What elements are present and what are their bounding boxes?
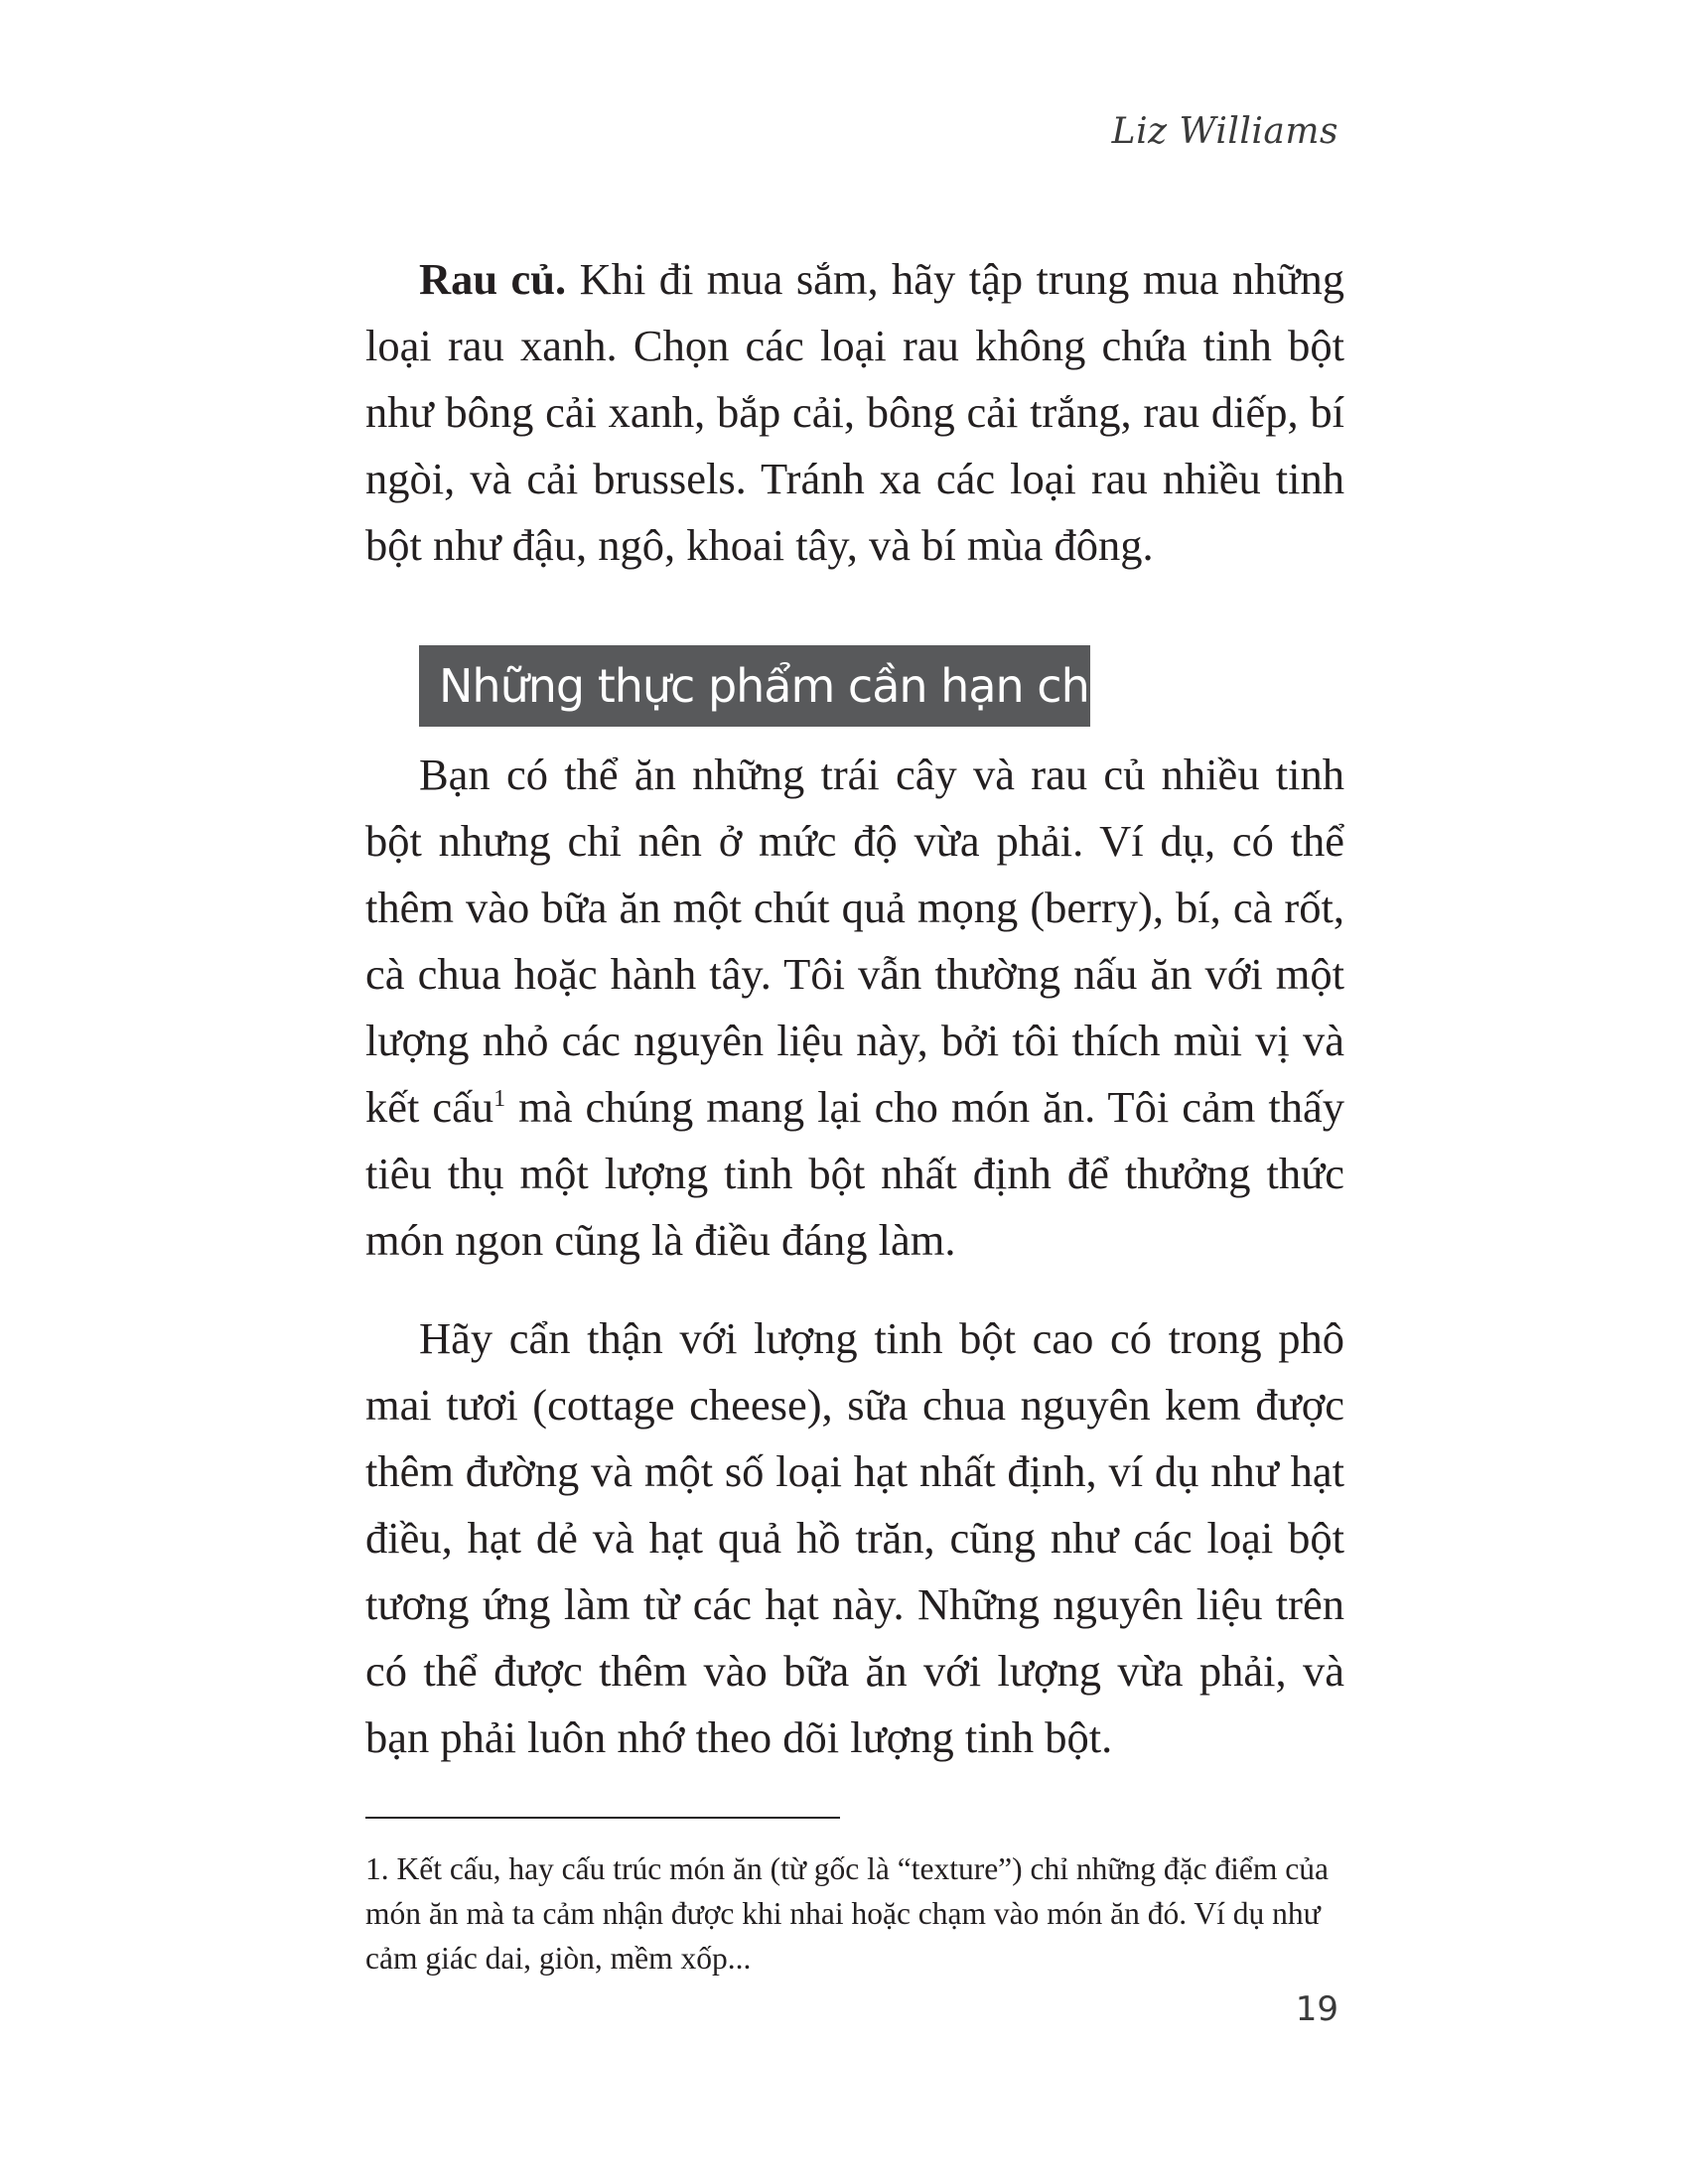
page-number: 19: [1295, 1989, 1338, 2029]
paragraph-body-text: mà chúng mang lại cho món ăn. Tôi cảm thấy tiêu thụ một lượng tinh bột nhất định để thưởng thức món ngon cũng là điều đáng làm.: [365, 1082, 1344, 1265]
paragraph-limited-foods: [365, 742, 1344, 1274]
paragraph-body-text: Bạn có thể ăn những trái cây và rau củ nhiều tinh bột nhưng chỉ nên ở mức độ vừa phải. Ví dụ, có thể thêm vào bữa ăn một chút quả mọng (berry), bí, cà rốt, cà chua hoặc hành tây. Tôi vẫn thường nấu ăn với một lượng nhỏ các nguyên liệu này, bởi tôi thích mùi vị và kết cấu: [365, 750, 1344, 1132]
footnote-text: 1. Kết cấu, hay cấu trúc món ăn (từ gốc là “texture”) chỉ những đặc điểm của món ăn mà ta cảm nhận được khi nhai hoặc chạm vào món ăn đó. Ví dụ như cảm giác dai, giòn, mềm xốp...: [365, 1851, 1329, 1976]
running-header-author: Liz Williams: [1111, 111, 1338, 152]
paragraph-lead-label: Rau củ.: [419, 254, 567, 304]
paragraph-vegetables: [365, 246, 1344, 579]
paragraph-caution: Hãy cẩn thận với lượng tinh bột cao có trong phô mai tươi (cottage cheese), sữa chua nguyên kem được thêm đường và một số loại hạt nhất định, ví dụ như hạt điều, hạt dẻ và hạt quả hồ trăn, cũng như các loại bột tương ứng làm từ các hạt này. Những nguyên liệu trên có thể được thêm vào bữa ăn với lượng vừa phải, và bạn phải luôn nhớ theo dõi lượng tinh bột.: [365, 1313, 1344, 1762]
paragraph-body-text: Khi đi mua sắm, hãy tập trung mua những loại rau xanh. Chọn các loại rau không chứa tinh bột như bông cải xanh, bắp cải, bông cải trắng, rau diếp, bí ngòi, và cải brussels. Tránh xa các loại rau nhiều tinh bột như đậu, ngô, khoai tây, và bí mùa đông.: [365, 254, 1344, 570]
section-heading: Những thực phẩm cần hạn chế: [419, 645, 1090, 727]
footnote-divider: [365, 1817, 840, 1819]
footnote-reference: 1: [493, 1086, 506, 1113]
